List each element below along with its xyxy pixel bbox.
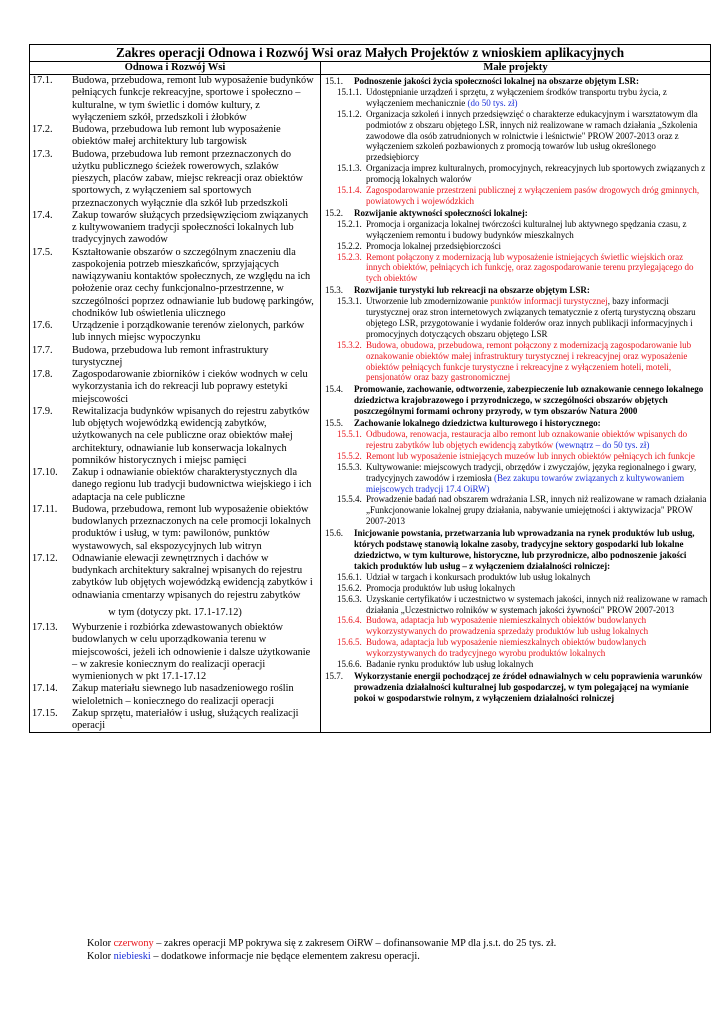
subsection-item (321, 252, 710, 285)
subsection-text (366, 451, 710, 462)
document-title: Zakres operacji Odnowa i Rozwój Wsi oraz Małych Projektów z wnioskiem aplikacyjnych (30, 45, 711, 62)
left-item (30, 149, 320, 210)
left-item (30, 406, 320, 467)
subsection-note: (wewnątrz – do 50 tys. zł) (555, 439, 650, 450)
left-item (30, 124, 320, 149)
subsection-item (321, 615, 710, 637)
left-item (30, 345, 320, 370)
left-item (30, 467, 320, 504)
subsection-number: 15.6.2. (337, 582, 362, 593)
subsection-number: 15.3.2. (337, 339, 362, 350)
subsection-number: 15.6.3. (337, 593, 362, 604)
item-text: Zakup sprzętu, materiałów i usług, służących realizacji operacji (72, 707, 299, 731)
item-number: 17.2. (32, 124, 53, 135)
subsection-text (366, 462, 710, 495)
subsection-number: 15.5.3. (337, 461, 362, 472)
section-text: Zachowanie lokalnego dziedzictwa kulturowego i historycznego: (354, 418, 601, 429)
subsection-item (321, 637, 710, 659)
subsection-item (321, 219, 710, 241)
subsection-note: (do 50 tys. zł) (467, 97, 518, 108)
subsection-number: 15.6.4. (337, 615, 362, 626)
subsection-text-main: Promocja i organizacja lokalnej twórczości kulturalnej lub aktywnego spędzania czasu, z wyłączeniem remontu i budowy budynków mieszkalnych (366, 218, 687, 240)
subsection-item (321, 241, 710, 252)
section-number: 15.6. (325, 528, 343, 539)
subsection-text-main: Badanie rynku produktów lub usług lokalnych (366, 659, 534, 670)
subsection-item (321, 185, 710, 207)
subsection-item (321, 462, 710, 495)
subsection-text (366, 615, 710, 637)
subsection-number: 15.1.1. (337, 86, 362, 97)
subsection-text (366, 494, 710, 527)
subsection-number: 15.5.2. (337, 450, 362, 461)
section-text: Wykorzystanie energii pochodzącej ze źródeł odnawialnych w celu poprawienia warunków prowadzenia działalności kulturalnej lub gospodarczej, w tym polegającej na wymianie pokoi w gospodarstwie rolnym, z wyłączeniem działalności rolniczej (354, 670, 703, 703)
item-text: Budowa, przebudowa, remont lub wyposażenie obiektów budowlanych przeznaczonych na cele promocji lokalnych produktów i usług, w tym: pawilonów, punktów wystawowych, sal ekspozycyjnych lub witryn (72, 503, 311, 552)
item-text: Urządzenie i porządkowanie terenów zielonych, parków lub innych miejsc wypoczynku (72, 320, 305, 344)
subsection-text-main: Zagospodarowanie przestrzeni publicznej z wyłączeniem pasów drogowych dróg gminnych, powiatowych i wojewódzkich (366, 185, 700, 206)
item-number: 17.1. (32, 75, 53, 86)
section-text: Rozwijanie aktywności społeczności lokalnej: (354, 207, 528, 218)
subsection-text (366, 241, 710, 252)
subsection-text-main: Remont lub wyposażenie istniejących muzeów lub innych obiektów pełniących ich funkcje (366, 450, 695, 461)
section-number: 15.5. (325, 418, 343, 429)
subsection-text (366, 637, 710, 659)
left-item-list-b (30, 622, 320, 732)
left-column (30, 75, 321, 733)
left-scope-note: w tym (dotyczy pkt. 17.1-17.12) (108, 606, 242, 618)
section-heading (321, 208, 710, 219)
section-heading (321, 285, 710, 296)
subsection-text (366, 572, 710, 583)
subsection-number: 15.1.2. (337, 108, 362, 119)
section-text: Podnoszenie jakości życia społeczności lokalnej na obszarze objętym LSR: (354, 76, 639, 86)
item-number: 17.6. (32, 320, 53, 331)
section-text: Promowanie, zachowanie, odtworzenie, zabezpieczenie lub oznakowanie cennego lokalnego dziedzictwa krajobrazowego i przyrodniczego, w szczególności obszarów objętych poszczególnymi formami ochrony przyrody, w tym obszarów Natura 2000 (354, 384, 704, 417)
subsection-text-pre: Utworzenie lub zmodernizowanie (366, 296, 491, 307)
subsection-number: 15.1.3. (337, 163, 362, 174)
section-number: 15.1. (325, 76, 343, 86)
subsection-item (321, 163, 710, 185)
subsection-item (321, 87, 710, 109)
section-heading (321, 384, 710, 417)
item-number: 17.10. (32, 467, 58, 478)
subsection-text (366, 87, 710, 109)
subsection-text (366, 659, 710, 670)
item-text: Zakup materiału siewnego lub nasadzeniowego roślin wieloletnich – koniecznego do realizacji operacji (72, 683, 294, 707)
item-number: 17.9. (32, 405, 53, 417)
item-text: Odnawianie elewacji zewnętrznych i dachów w budynkach architektury sakralnej wpisanych do rejestru zabytków lub objętych wojewódzką ewidencją zabytków i odnawiania cmentarzy wpisanych do rejestru zabytków (72, 552, 313, 601)
section-number: 15.2. (325, 207, 343, 218)
item-number: 17.14. (32, 683, 58, 695)
subsection-text-main: Prowadzenie badań nad obszarem wdrażania LSR, innych niż realizowane w ramach działania „Funkcjonowanie lokalnej grupy działania, nabywanie umiejętności i aktywizacja" PROW 2007-2013 (366, 494, 707, 527)
item-number: 17.12. (32, 552, 58, 564)
subsection-text (366, 219, 710, 241)
item-text: Zakup i odnawianie obiektów charakterystycznych dla danego regionu lub tradycji budownictwa wiejskiego i ich adaptacja na cele publiczne (72, 467, 312, 503)
item-text: Budowa, przebudowa, remont lub wyposażenie budynków pełniących funkcje rekreacyjne, sportowe i społeczno – kulturalne, w tym świetlic i domów kultury, z wyłączeniem szkół, przedszkoli i żłobków (72, 75, 314, 123)
document-sheet (29, 44, 710, 733)
subsection-text-main: Organizacja szkoleń i innych przedsięwzięć o charakterze edukacyjnym i warsztatowym dla podmiotów z obszaru objętego LSR, innych niż realizowane w ramach działania „Szkolenia zawodowe dla osób zatrudnionych w rolnictwie i leśnictwie" PROW 2007-2013 oraz z wyłączeniem szkoleń pozbawionych z promocją towarów lub usług określonego przedsiębiorcy (366, 108, 698, 163)
left-item (30, 708, 320, 733)
item-text: Wyburzenie i rozbiórka zdewastowanych obiektów budowlanych w celu uporządkowania terenu w miejscowości, jeżeli ich odnowienie i dalsze użytkowanie – w zakresie koniecznym do realizacji operacji wymienionych w pkt 17.1-17.12 (72, 622, 311, 682)
item-number: 17.3. (32, 148, 53, 160)
legend-blue: Kolor niebieski – dodatkowe informacje nie będące elementem zakresu operacji. (87, 951, 420, 962)
item-text: Rewitalizacja budynków wpisanych do rejestru zabytków lub objętych wojewódzką ewidencją zabytków, użytkowanych na cele publiczne oraz obiektów małej architektury, odnawianie lub konserwacja lokalnych pomników historycznych i miejsc pamięci (72, 405, 310, 466)
header-right: Małe projekty (321, 62, 711, 75)
item-text: Budowa, przebudowa lub remont przeznaczonych do użytku publicznego ścieżek rowerowych, szlaków pieszych, placów zabaw, miejsc rekreacji oraz obiektów sportowych, z wyłączeniem sal sportowych przeznaczonych wyłącznie dla szkół lub przedszkoli (72, 148, 303, 209)
subsection-number: 15.5.4. (337, 494, 362, 505)
section-heading (321, 418, 710, 429)
right-section-list (321, 76, 710, 704)
item-number: 17.13. (32, 622, 58, 633)
subsection-text-main: Promocja lokalnej przedsiębiorczości (366, 240, 501, 251)
subsection-number: 15.2.1. (337, 218, 362, 229)
section-heading (321, 76, 710, 87)
subsection-text (366, 109, 710, 164)
subsection-number: 15.3.1. (337, 296, 362, 307)
subsection-text-main: Budowa, adaptacja lub wyposażenie niemieszkalnych obiektów budowlanych wykorzystywanych do tradycyjnego wyrobu produktów lokalnych (366, 637, 647, 659)
subsection-text (366, 296, 710, 340)
left-item (30, 320, 320, 345)
subsection-item (321, 659, 710, 670)
left-item (30, 210, 320, 247)
item-number: 17.11. (32, 503, 58, 515)
item-text: Budowa, przebudowa lub remont infrastruktury turystycznej (72, 344, 269, 368)
section-text: Inicjowanie powstania, przetwarzania lub wprowadzania na rynek produktów lub usług, których podstawę stanowią lokalne zasoby, tradycyjne sektory gospodarki lub lokalne dziedzictwo, w tym kulturowe, historyczne, lub przyrodnicze, albo podnoszenie jakości takich produktów lub usług – z wyłączeniem działalności rolniczej: (354, 528, 695, 571)
subsection-text (366, 340, 710, 384)
subsection-number: 15.2.2. (337, 240, 362, 251)
item-number: 17.8. (32, 369, 53, 380)
subsection-text-main: Budowa, adaptacja lub wyposażenie niemieszkalnych obiektów budowlanych wykorzystywanych do prowadzenia sprzedaży produktów lub usług lokalnych (366, 615, 649, 637)
item-number: 17.15. (32, 707, 58, 719)
item-number: 17.4. (32, 209, 53, 221)
item-text: Zakup towarów służących przedsięwzięciom związanych z kultywowaniem tradycji społeczności lokalnych lub tradycyjnych zawodów (72, 209, 309, 246)
subsection-text-main: Udział w targach i konkursach produktów lub usług lokalnych (366, 571, 591, 582)
subsection-item (321, 494, 710, 527)
item-text: Kształtowanie obszarów o szczególnym znaczeniu dla zaspokojenia potrzeb mieszkańców, sprzyjających nawiązywaniu kontaktów społecznych, ze względu na ich położenie oraz cechy funkcjonalno-przestrzenne, w szczególności poprzez odnawianie lub budowę parkingów, chodników lub oświetlenia ulicznego (72, 246, 314, 319)
subsection-text-highlight: punktów informacji turystycznej (490, 296, 608, 307)
left-item (30, 553, 320, 602)
legend-red-word: czerwony (113, 938, 154, 949)
header-left: Odnowa i Rozwój Wsi (30, 62, 321, 75)
subsection-text-main: , bazy informacji turystycznej oraz stron internetowych związanych tematycznie z ofertą turystyczną obszaru objętego LSR, przygotowanie i wydanie folderów oraz innych publikacji informacyjnych i promocyjnych dotyczących obszaru objętego LSR (366, 296, 696, 339)
section-heading (321, 671, 710, 704)
subsection-note: (Bez zakupu towarów związanych z kultywowaniem miejscowych tradycji 17.4 OiRW) (366, 472, 685, 494)
subsection-text (366, 185, 710, 207)
subsection-text (366, 594, 710, 616)
left-item (30, 622, 320, 683)
legend-red: Kolor czerwony – zakres operacji MP pokrywa się z zakresem OiRW – dofinansowanie MP dla j.s.t. do 25 tys. zł. (87, 938, 557, 949)
subsection-number: 15.2.3. (337, 251, 362, 262)
subsection-text-main: Odbudowa, renowacja, restauracja albo remont lub oznakowanie obiektów wpisanych do rejestru zabytków lub objętych ewidencją zabytków (366, 429, 688, 450)
subsection-text-main: Remont połączony z modernizacją lub wyposażenie istniejących świetlic wiejskich oraz innych obiektów, pełniących ich funkcję, oraz zagospodarowanie terenu przylegającego do tych obiektów (366, 251, 694, 284)
section-number: 15.7. (325, 670, 343, 681)
item-number: 17.7. (32, 344, 53, 356)
section-number: 15.4. (325, 384, 343, 395)
subsection-item (321, 429, 710, 451)
left-item (30, 683, 320, 708)
operations-table (29, 44, 711, 733)
subsection-item (321, 109, 710, 164)
item-text: Zagospodarowanie zbiorników i cieków wodnych w celu wykorzystania ich do rekreacji lub poprawy estetyki miejscowości (72, 369, 308, 405)
section-heading (321, 528, 710, 572)
right-column (321, 75, 711, 733)
subsection-text (366, 583, 710, 594)
subsection-item (321, 451, 710, 462)
legend-footer (87, 937, 556, 963)
subsection-item (321, 296, 710, 340)
subsection-number: 15.6.1. (337, 571, 362, 582)
subsection-number: 15.6.5. (337, 637, 362, 648)
subsection-number: 15.5.1. (337, 429, 362, 439)
subsection-text-main: Udostępnianie urządzeń i sprzętu, z wyłączeniem środków transportu trybu życia, z wyłączeniem mechanicznie (366, 86, 667, 108)
left-item-list (30, 75, 320, 602)
subsection-number: 15.6.6. (337, 659, 362, 670)
subsection-text-main: Promocja produktów lub usług lokalnych (366, 582, 515, 593)
left-item (30, 369, 320, 406)
section-number: 15.3. (325, 285, 343, 296)
subsection-item (321, 572, 710, 583)
subsection-text-main: Organizacja imprez kulturalnych, promocyjnych, rekreacyjnych lub sportowych związanych z promocją lokalnych walorów (366, 163, 706, 185)
left-item (30, 247, 320, 321)
left-item (30, 75, 320, 124)
subsection-item (321, 594, 710, 616)
subsection-text-main: Budowa, obudowa, przebudowa, remont połączony z modernizacją zagospodarowanie lub oznakowanie obiektów małej infrastruktury turystycznej i rekreacyjnej oraz wyposażenie obiektów pełniących funkcje turystyczne i rekreacyjne z wyłączeniem hoteli, moteli, pensjonatów oraz bazy gastronomicznej (366, 339, 692, 383)
subsection-number: 15.1.4. (337, 185, 362, 196)
section-text: Rozwijanie turystyki lub rekreacji na obszarze objętym LSR: (354, 285, 590, 296)
subsection-text-main: Kultywowanie: miejscowych tradycji, obrzędów i zwyczajów, języka regionalnego i gwary, tradycyjnych zawodów i rzemiosła (366, 461, 697, 483)
subsection-text (366, 163, 710, 185)
item-number: 17.5. (32, 246, 53, 258)
subsection-text (366, 429, 710, 451)
legend-blue-word: niebieski (113, 951, 151, 962)
subsection-text (366, 252, 710, 285)
subsection-item (321, 340, 710, 384)
subsection-item (321, 583, 710, 594)
subsection-text-main: Uzyskanie certyfikatów i uczestnictwo w systemach jakości, innych niż realizowane w ramach działania „Uczestnictwo rolników w systemach jakości żywności" PROW 2007-2013 (366, 593, 708, 615)
item-text: Budowa, przebudowa lub remont lub wyposażenie obiektów małej architektury lub targowisk (72, 124, 281, 148)
left-item (30, 504, 320, 553)
